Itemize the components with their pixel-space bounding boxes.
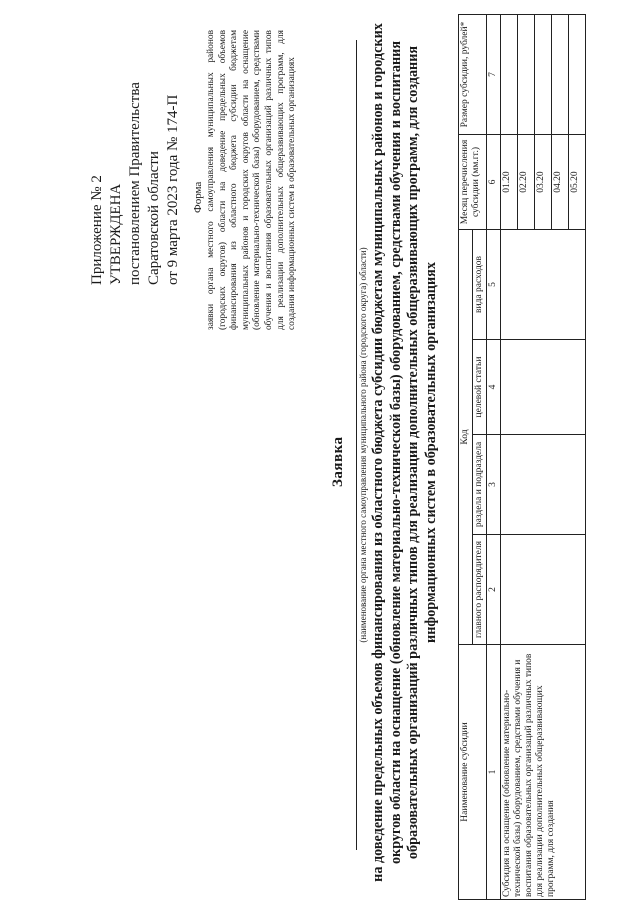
col-number: 6 <box>487 135 501 230</box>
amount-cell[interactable] <box>569 15 586 135</box>
col-header-target: целевой статьи <box>473 340 487 435</box>
section-cell[interactable] <box>501 435 586 535</box>
approval-line-2: Саратовской области <box>146 151 162 285</box>
col-header-type: вида расходов <box>473 230 487 340</box>
month-cell: 02.20 <box>518 135 535 230</box>
document-title: на доведение предельных объемов финансирования из областного бюджета субсидии бюджетам муниципальных районов и городских округов области на оснащение (обновление материально-технической базы) оборудованием, средствами обучения и воспитания образовательных организаций различных типов для реализации дополнительных общеразвивающих программ, для создания информационных систем в образовательных организациях <box>370 23 439 882</box>
month-cell: 04.20 <box>552 135 569 230</box>
form-label: Форма <box>192 181 204 213</box>
col-header-month: Месяц перечисления субсидии (мм.гг.) <box>459 135 487 230</box>
col-header-code: Код <box>459 230 473 645</box>
subsidy-table <box>458 15 586 900</box>
amount-cell[interactable] <box>552 15 569 135</box>
document-heading: Заявка <box>330 436 346 487</box>
col-number: 7 <box>487 15 501 135</box>
col-number: 1 <box>487 645 501 900</box>
col-number: 3 <box>487 435 501 535</box>
amount-cell[interactable] <box>501 15 518 135</box>
approval-header <box>88 82 183 285</box>
type-cell[interactable] <box>501 230 586 340</box>
fill-in-caption: (наименование органа местного самоуправления муниципального района (городского округа) области) <box>358 247 368 643</box>
col-header-main-manager: главного распорядителя <box>473 535 487 645</box>
col-number: 4 <box>487 340 501 435</box>
approved-label: УТВЕРЖДЕНА <box>108 183 124 285</box>
amount-cell[interactable] <box>518 15 535 135</box>
amount-cell[interactable] <box>535 15 552 135</box>
fill-in-line <box>356 40 357 850</box>
form-description: заявки органа местного самоуправления муниципальных районов (городских округов) области на доведение предельных объемов финансирования из областного бюджета субсидии бюджетам муниципальных районов и городских округов области на оснащение (обновление материально-технической базы) оборудованием, средствами обучения и воспитания образовательных организаций различных типов для реализации дополнительных общеразвивающих программ, для создания информационных систем в образовательных организациях <box>206 30 298 330</box>
month-cell: 03.20 <box>535 135 552 230</box>
col-number: 2 <box>487 535 501 645</box>
approval-line-3: от 9 марта 2023 года № 174-П <box>165 94 181 285</box>
month-cell: 05.20 <box>569 135 586 230</box>
col-number: 5 <box>487 230 501 340</box>
col-header-name: Наименование субсидии <box>459 645 487 900</box>
target-cell[interactable] <box>501 340 586 435</box>
col-header-section: раздела и подраздела <box>473 435 487 535</box>
appendix-number: Приложение № 2 <box>89 175 105 285</box>
col-header-amount: Размер субсидии, рублей* <box>459 15 487 135</box>
subsidy-name-cell: Субсидия на оснащение (обновление материально-технической базы) оборудованием, средствами обучения и воспитания образовательных организаций различных типов для реализации дополнительных общеразвивающих программ, для создания <box>501 645 586 900</box>
approval-line-1: постановлением Правительства <box>127 82 143 285</box>
main-manager-cell[interactable] <box>501 535 586 645</box>
month-cell: 01.20 <box>501 135 518 230</box>
